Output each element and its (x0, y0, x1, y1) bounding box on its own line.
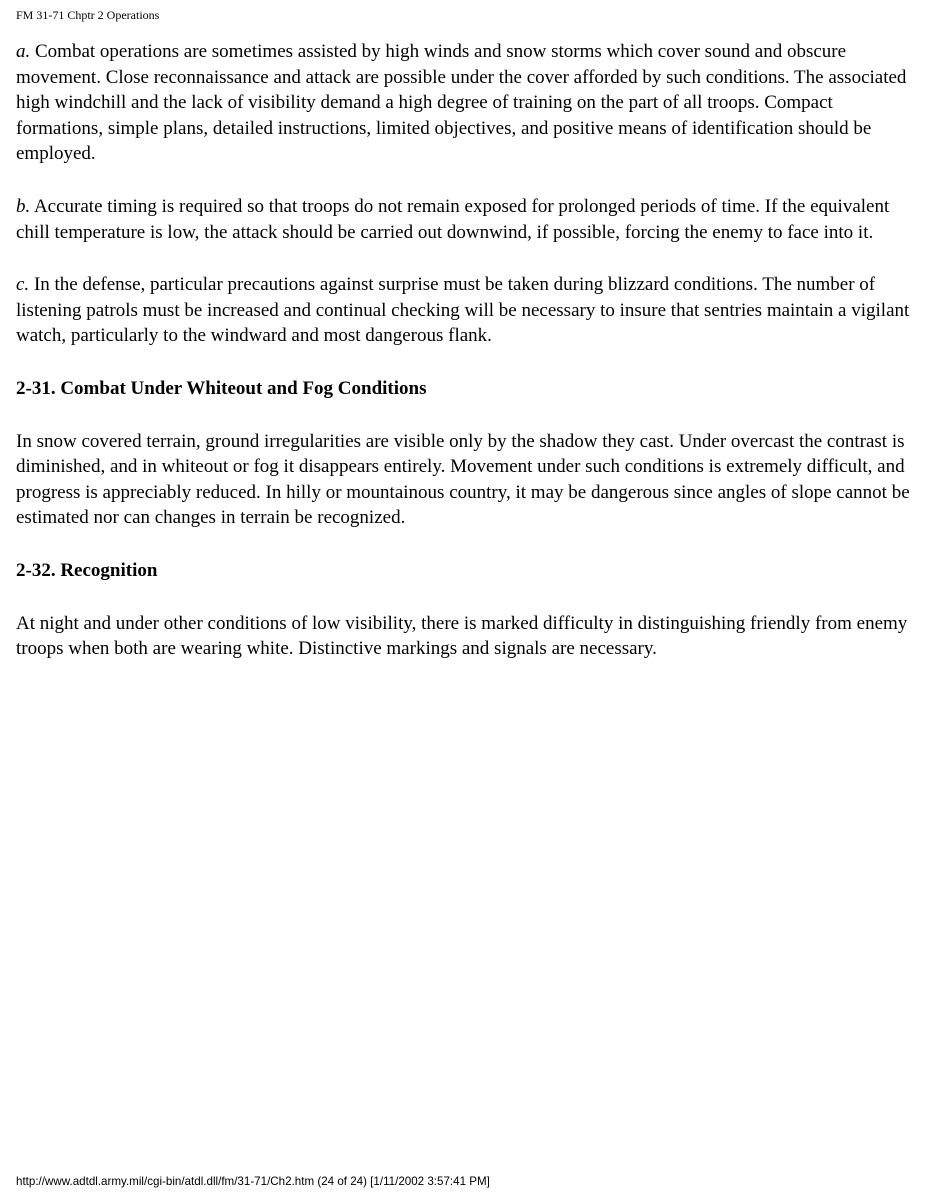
section-text-2-32: At night and under other conditions of low visibility, there is marked difficulty in distinguishing friendly from enemy troops when both are wearing white. Distinctive markings and signals are necessary. (16, 612, 908, 660)
section-heading-2-32: 2-32. Recognition (16, 559, 158, 581)
section-heading-2-31: 2-31. Combat Under Whiteout and Fog Conditions (16, 377, 427, 399)
paragraph-b-text: Accurate timing is required so that troops do not remain exposed for prolonged periods of time. If the equivalent chill temperature is low, the attack should be carried out downwind, if possible, forcing the enemy to face into it. (16, 195, 890, 243)
paragraph-a (16, 39, 916, 167)
paragraph-c (16, 272, 916, 349)
running-header: FM 31-71 Chptr 2 Operations (16, 8, 160, 22)
paragraph-b-label: b. (16, 195, 31, 217)
section-text-2-31: In snow covered terrain, ground irregularities are visible only by the shadow they cast. Under overcast the contrast is diminished, and in whiteout or fog it disappears entirely. Movement under such conditions is extremely difficult, and progress is appreciably reduced. In hilly or mountainous country, it may be dangerous since angles of slope cannot be estimated nor can changes in terrain be recognized. (16, 430, 910, 529)
paragraph-c-label: c. (16, 274, 30, 296)
paragraph-b (16, 194, 916, 245)
paragraph-c-text: In the defense, particular precautions against surprise must be taken during blizzard conditions. The number of listening patrols must be increased and continual checking will be necessary to insure that sentries maintain a vigilant watch, particularly to the windward and most dangerous flank. (16, 274, 910, 347)
document-body (16, 39, 916, 689)
print-footer-url: http://www.adtdl.army.mil/cgi-bin/atdl.dll/fm/31-71/Ch2.htm (24 of 24) [1/11/2002 3:57:41 PM] (16, 1175, 490, 1188)
paragraph-a-text: Combat operations are sometimes assisted by high winds and snow storms which cover sound and obscure movement. Close reconnaissance and attack are possible under the cover afforded by such conditions. The associated high windchill and the lack of visibility demand a high degree of training on the part of all troops. Compact formations, simple plans, detailed instructions, limited objectives, and positive means of identification should be employed. (16, 41, 907, 165)
paragraph-a-label: a. (16, 41, 31, 62)
